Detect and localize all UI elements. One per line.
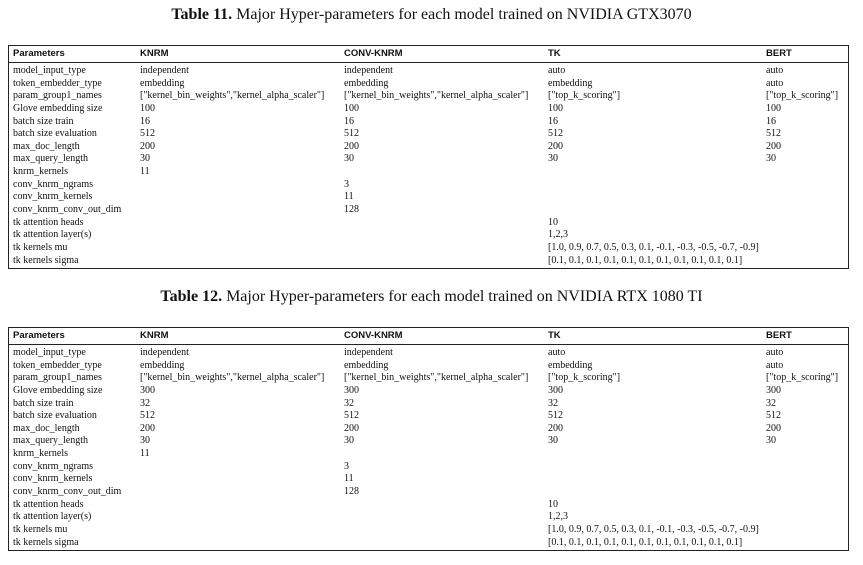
table-row <box>9 217 848 230</box>
table-cell: 512 <box>766 128 781 140</box>
table-cell: auto <box>548 347 566 358</box>
table-row <box>9 166 848 179</box>
table11-label: Table 11. <box>171 6 233 23</box>
table-cell: embedding <box>344 359 389 371</box>
table-cell: 200 <box>548 422 563 434</box>
table-cell: auto <box>766 347 784 358</box>
table-cell: independent <box>140 65 189 76</box>
table-cell: 10 <box>548 498 558 510</box>
table-cell: 200 <box>344 422 359 434</box>
table-row <box>9 78 848 91</box>
table-row <box>9 537 848 550</box>
table-cell: 100 <box>548 102 563 114</box>
table-cell: embedding <box>344 77 389 89</box>
table-row <box>9 229 848 242</box>
table12-label: Table 12. <box>160 288 223 305</box>
table-cell: ["top_k_scoring"] <box>548 90 621 102</box>
table-cell: 11 <box>344 191 354 203</box>
table-cell: independent <box>140 347 189 358</box>
table-header-row <box>9 46 848 63</box>
table-cell: [1.0, 0.9, 0.7, 0.5, 0.3, 0.1, -0.1, -0.3, -0.5, -0.7, -0.9] <box>548 523 759 535</box>
table-cell: 200 <box>140 140 155 152</box>
table-row <box>9 398 848 411</box>
table-cell: knrm_kernels <box>13 166 68 178</box>
table-cell: 30 <box>344 435 354 447</box>
table-cell: token_embedder_type <box>13 359 102 371</box>
table-cell: auto <box>766 77 784 89</box>
table-cell: conv_knrm_conv_out_dim <box>13 204 122 216</box>
table-cell: 32 <box>344 397 354 409</box>
table-cell: 100 <box>766 102 781 114</box>
table-cell: 128 <box>344 204 359 216</box>
column-header: CONV-KNRM <box>344 330 403 341</box>
table-cell: embedding <box>140 359 185 371</box>
table-cell: 512 <box>344 128 359 140</box>
table-cell: batch size train <box>13 397 74 409</box>
table-cell: 3 <box>344 460 349 472</box>
column-header: TK <box>548 330 561 341</box>
table-cell: 30 <box>140 153 150 165</box>
table-cell: independent <box>344 347 393 358</box>
table-body <box>9 63 848 268</box>
table-cell: embedding <box>548 77 593 89</box>
table-cell: ["top_k_scoring"] <box>766 90 839 102</box>
table-cell: 16 <box>140 115 150 127</box>
table-cell: max_query_length <box>13 435 88 447</box>
table-row <box>9 524 848 537</box>
table-cell: embedding <box>548 359 593 371</box>
table-cell: 512 <box>344 410 359 422</box>
table-cell: conv_knrm_conv_out_dim <box>13 486 122 498</box>
table-cell: 16 <box>548 115 558 127</box>
column-header: BERT <box>766 48 792 59</box>
table-cell: model_input_type <box>13 347 86 358</box>
table-cell: 200 <box>344 140 359 152</box>
table-cell: batch size evaluation <box>13 410 97 422</box>
table-cell: 300 <box>140 384 155 396</box>
table-cell: 300 <box>548 384 563 396</box>
table-row <box>9 448 848 461</box>
table-cell: 128 <box>344 486 359 498</box>
table-row <box>9 473 848 486</box>
table-cell: model_input_type <box>13 65 86 76</box>
table-cell: max_doc_length <box>13 422 80 434</box>
column-header: TK <box>548 48 561 59</box>
table11-caption <box>0 5 863 25</box>
table12-title: Major Hyper-parameters for each model trained on NVIDIA RTX 1080 TI <box>226 288 703 305</box>
table-row <box>9 128 848 141</box>
table-cell: 30 <box>766 153 776 165</box>
table-row <box>9 116 848 129</box>
table-cell: 1,2,3 <box>548 229 568 241</box>
table-cell: 1,2,3 <box>548 511 568 523</box>
table-cell: 200 <box>766 140 781 152</box>
table-cell: tk kernels mu <box>13 241 68 253</box>
table-cell: Glove embedding size <box>13 102 103 114</box>
table-cell: tk kernels mu <box>13 523 68 535</box>
table-row <box>9 179 848 192</box>
column-header: KNRM <box>140 48 169 59</box>
table-cell: param_group1_names <box>13 90 102 102</box>
table-cell: 16 <box>766 115 776 127</box>
table-cell: conv_knrm_ngrams <box>13 178 93 190</box>
table-cell: tk attention heads <box>13 498 84 510</box>
column-header: BERT <box>766 330 792 341</box>
table-row <box>9 486 848 499</box>
table-cell: 512 <box>766 410 781 422</box>
table-cell: 30 <box>344 153 354 165</box>
table-cell: ["kernel_bin_weights","kernel_alpha_scaler"] <box>344 372 529 384</box>
table-cell: ["kernel_bin_weights","kernel_alpha_scaler"] <box>140 372 325 384</box>
table-cell: 512 <box>548 128 563 140</box>
table-cell: 32 <box>548 397 558 409</box>
table-cell: independent <box>344 65 393 76</box>
table-cell: 11 <box>140 448 150 460</box>
table12 <box>8 327 849 551</box>
table-body <box>9 345 848 550</box>
table-cell: auto <box>766 65 784 76</box>
table-cell: 300 <box>344 384 359 396</box>
table-cell: 10 <box>548 216 558 228</box>
table-cell: param_group1_names <box>13 372 102 384</box>
table-header-row <box>9 328 848 345</box>
table-cell: conv_knrm_kernels <box>13 191 93 203</box>
table-cell: Glove embedding size <box>13 384 103 396</box>
table-cell: ["top_k_scoring"] <box>766 372 839 384</box>
table-cell: 100 <box>344 102 359 114</box>
table-row <box>9 347 848 360</box>
table-row <box>9 372 848 385</box>
table-cell: 512 <box>548 410 563 422</box>
table11 <box>8 45 849 269</box>
table-cell: ["top_k_scoring"] <box>548 372 621 384</box>
table-cell: 30 <box>766 435 776 447</box>
table-cell: batch size evaluation <box>13 128 97 140</box>
table-cell: token_embedder_type <box>13 77 102 89</box>
table-row <box>9 153 848 166</box>
table-cell: tk attention layer(s) <box>13 229 92 241</box>
table-cell: conv_knrm_ngrams <box>13 460 93 472</box>
table-cell: tk kernels sigma <box>13 254 79 266</box>
table-cell: tk attention layer(s) <box>13 511 92 523</box>
table-cell: 200 <box>140 422 155 434</box>
table-cell: 512 <box>140 410 155 422</box>
table-cell: 100 <box>140 102 155 114</box>
table-cell: 16 <box>344 115 354 127</box>
table-cell: 30 <box>140 435 150 447</box>
table-row <box>9 103 848 116</box>
table-row <box>9 255 848 268</box>
column-header: Parameters <box>13 330 65 341</box>
column-header: Parameters <box>13 48 65 59</box>
table-cell: tk kernels sigma <box>13 536 79 548</box>
table-cell: [0.1, 0.1, 0.1, 0.1, 0.1, 0.1, 0.1, 0.1, 0.1, 0.1, 0.1] <box>548 254 743 266</box>
table-cell: knrm_kernels <box>13 448 68 460</box>
table-cell: ["kernel_bin_weights","kernel_alpha_scaler"] <box>344 90 529 102</box>
table-row <box>9 360 848 373</box>
table-cell: [0.1, 0.1, 0.1, 0.1, 0.1, 0.1, 0.1, 0.1, 0.1, 0.1, 0.1] <box>548 536 743 548</box>
table-cell: 200 <box>766 422 781 434</box>
table-row <box>9 423 848 436</box>
table-cell: 512 <box>140 128 155 140</box>
table-cell: conv_knrm_kernels <box>13 473 93 485</box>
table-row <box>9 242 848 255</box>
table-cell: embedding <box>140 77 185 89</box>
column-header: KNRM <box>140 330 169 341</box>
table-cell: ["kernel_bin_weights","kernel_alpha_scaler"] <box>140 90 325 102</box>
table-cell: 32 <box>140 397 150 409</box>
table-cell: 200 <box>548 140 563 152</box>
table-cell: 11 <box>344 473 354 485</box>
table-row <box>9 65 848 78</box>
table-cell: [1.0, 0.9, 0.7, 0.5, 0.3, 0.1, -0.1, -0.3, -0.5, -0.7, -0.9] <box>548 241 759 253</box>
table-cell: 30 <box>548 153 558 165</box>
table11-title: Major Hyper-parameters for each model trained on NVIDIA GTX3070 <box>236 6 692 23</box>
table-cell: 300 <box>766 384 781 396</box>
table-cell: 3 <box>344 178 349 190</box>
table-cell: 30 <box>548 435 558 447</box>
table-cell: auto <box>766 359 784 371</box>
table-cell: auto <box>548 65 566 76</box>
table-row <box>9 499 848 512</box>
table-cell: max_query_length <box>13 153 88 165</box>
table-row <box>9 191 848 204</box>
table-row <box>9 204 848 217</box>
table-cell: 32 <box>766 397 776 409</box>
table-row <box>9 385 848 398</box>
table-row <box>9 461 848 474</box>
table12-caption <box>0 287 863 307</box>
column-header: CONV-KNRM <box>344 48 403 59</box>
table-cell: max_doc_length <box>13 140 80 152</box>
table-row <box>9 410 848 423</box>
table-cell: 11 <box>140 166 150 178</box>
table-row <box>9 511 848 524</box>
table-cell: tk attention heads <box>13 216 84 228</box>
table-row <box>9 435 848 448</box>
table-row <box>9 90 848 103</box>
table-row <box>9 141 848 154</box>
table-cell: batch size train <box>13 115 74 127</box>
